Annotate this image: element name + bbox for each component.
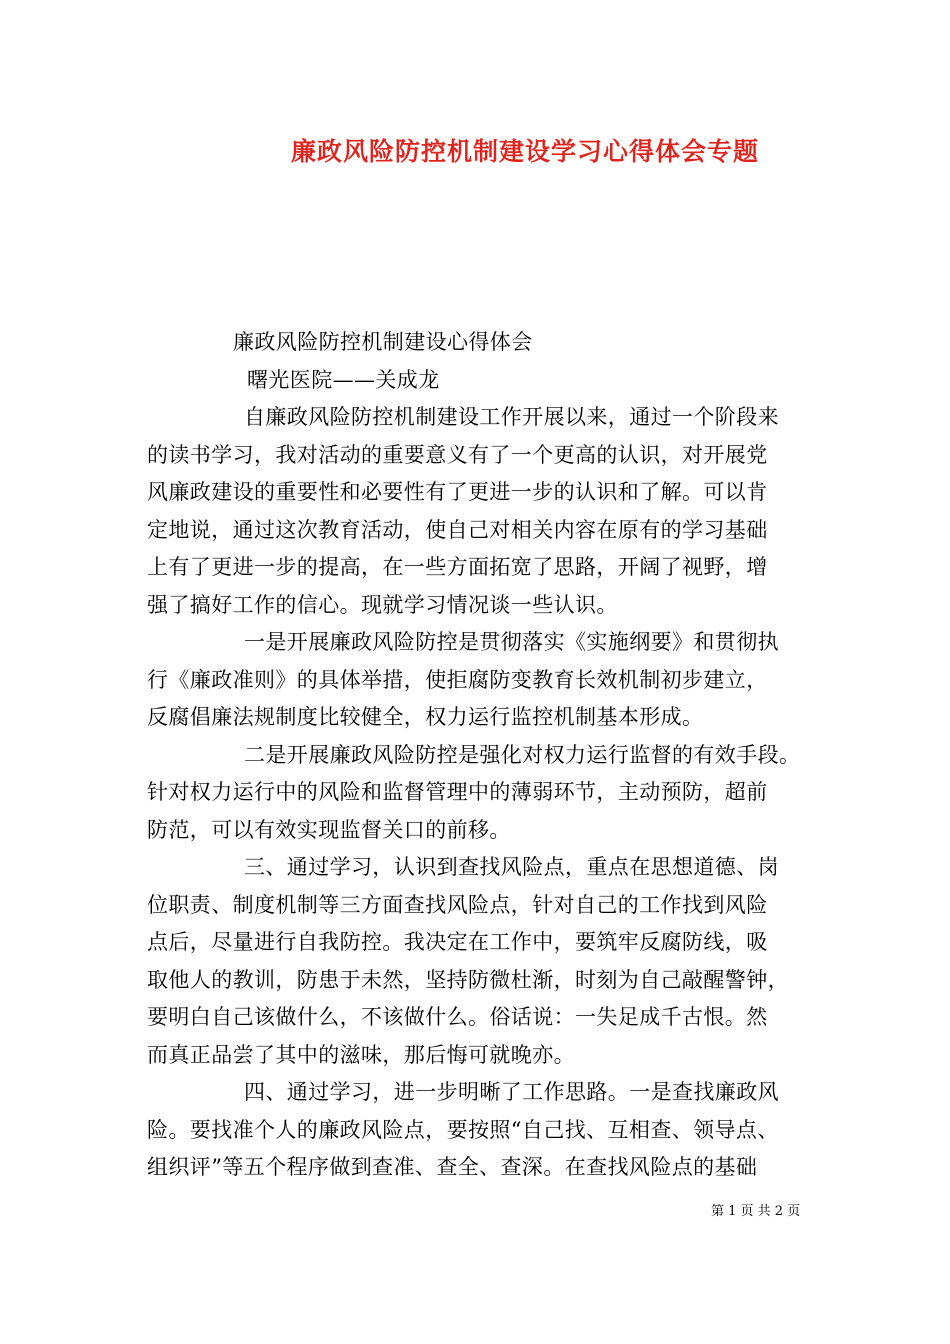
paragraph-line: 三、通过学习，认识到查找风险点，重点在思想道德、岗	[244, 855, 779, 879]
paragraph-line: 的读书学习，我对活动的重要意义有了一个更高的认识，对开展党	[147, 442, 768, 467]
paragraph-line: 防范，可以有效实现监督关口的前移。	[147, 817, 511, 842]
paragraph-line: 取他人的教训，防患于未然，坚持防微杜渐，时刻为自己敲醒警钟，	[147, 967, 789, 992]
page-title: 廉政风险防控机制建设学习心得体会专题	[290, 137, 759, 166]
paragraph-2	[147, 624, 812, 737]
paragraph-line: 位职责、制度机制等三方面查找风险点，针对自己的工作找到风险	[147, 892, 768, 917]
paragraph-line: 四、通过学习，进一步明晰了工作思路。一是查找廉政风	[244, 1080, 779, 1104]
paragraph-5	[147, 1074, 812, 1187]
paragraph-line: 定地说，通过这次教育活动，使自己对相关内容在原有的学习基础	[147, 517, 768, 542]
paragraph-line: 行《廉政准则》的具体举措，使拒腐防变教育长效机制初步建立，	[147, 667, 768, 692]
paragraph-line: 上有了更进一步的提高，在一些方面拓宽了思路，开阔了视野，增	[147, 555, 768, 579]
paragraph-line: 强了搞好工作的信心。现就学习情况谈一些认识。	[147, 592, 618, 617]
paragraph-1	[147, 399, 812, 624]
paragraph-line: 针对权力运行中的风险和监督管理中的薄弱环节，主动预防，超前	[147, 780, 768, 804]
paragraph-3	[147, 737, 812, 850]
document-body	[147, 324, 812, 1187]
paragraph-line: 而真正品尝了其中的滋味，那后悔可就晚亦。	[147, 1042, 575, 1067]
paragraph-4	[147, 849, 812, 1074]
paragraph-line: 点后，尽量进行自我防控。我决定在工作中，要筑牢反腐防线，吸	[147, 930, 768, 954]
document-subtitle: 廉政风险防控机制建设心得体会	[233, 330, 533, 354]
paragraph-line: 二是开展廉政风险防控是强化对权力运行监督的有效手段。	[244, 742, 801, 767]
paragraph-line: 一是开展廉政风险防控是贯彻落实《实施纲要》和贯彻执	[244, 630, 779, 654]
paragraph-line: 风廉政建设的重要性和必要性有了更进一步的认识和了解。可以肯	[147, 480, 768, 504]
paragraph-line: 自廉政风险防控机制建设工作开展以来，通过一个阶段来	[244, 405, 779, 429]
paragraph-line: 组织评”等五个程序做到查准、查全、查深。在查找风险点的基础	[147, 1155, 758, 1179]
paragraph-line: 险。要找准个人的廉政风险点，要按照“自己找、互相查、领导点、	[147, 1117, 779, 1142]
paragraph-line: 反腐倡廉法规制度比较健全，权力运行监控机制基本形成。	[147, 705, 704, 729]
document-author: 曙光医院——关成龙	[247, 367, 440, 392]
page-number: 第 1 页 共 2 页	[711, 1204, 801, 1219]
paragraph-line: 要明白自己该做什么，不该做什么。俗话说：一失足成千古恨。然	[147, 1005, 768, 1029]
